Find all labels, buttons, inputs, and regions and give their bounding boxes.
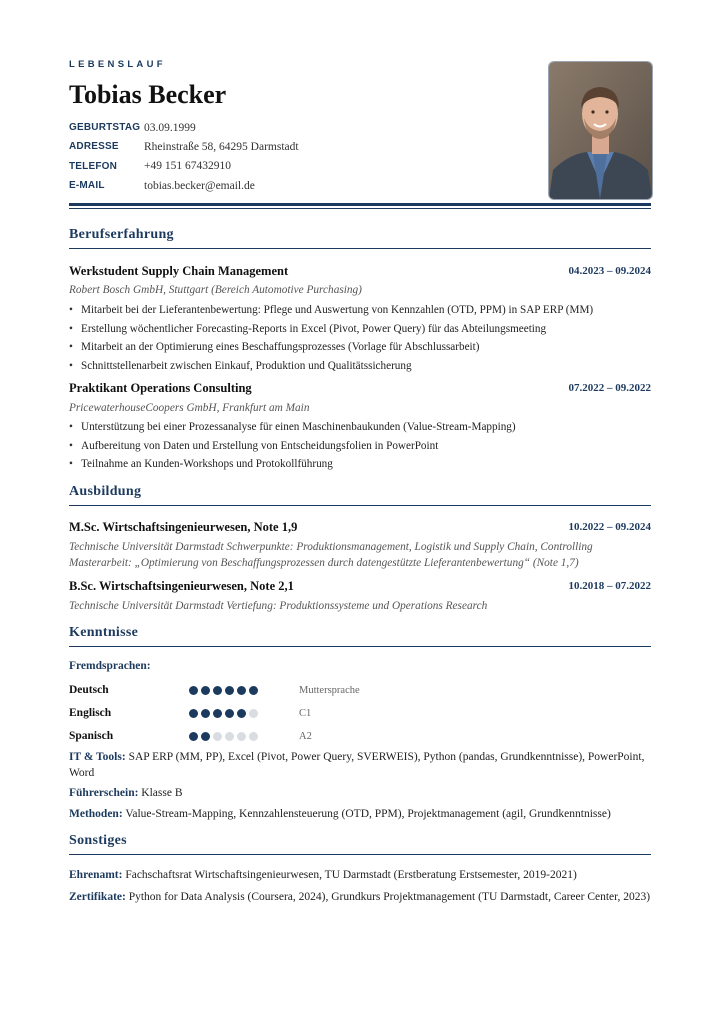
document-kicker: LEBENSLAUF: [69, 59, 166, 70]
language-row: [69, 727, 469, 745]
methods-label: Methoden:: [69, 808, 123, 820]
header-divider-thin: [69, 208, 651, 209]
language-level: C1: [299, 707, 312, 719]
info-value: Rheinstraße 58, 64295 Darmstadt: [144, 140, 299, 153]
info-value: +49 151 67432910: [144, 160, 231, 173]
section-title-education: Ausbildung: [69, 484, 651, 506]
list-item: • Mitarbeit an der Optimierung eines Beschaffungsprozesses (Vorlage für Abschlussarbeit): [69, 338, 593, 357]
drivers-license: [69, 785, 651, 801]
license-value: Klasse B: [141, 787, 183, 799]
language-level-dots: [189, 732, 299, 741]
list-item: • Teilnahme an Kunden-Workshops und Protokollführung: [69, 455, 516, 474]
degree-date: 10.2018 – 07.2022: [568, 580, 651, 592]
language-level: A2: [299, 730, 312, 742]
language-name: Englisch: [69, 707, 112, 719]
language-level: Muttersprache: [299, 684, 360, 696]
list-item: • Schnittstellenarbeit zwischen Einkauf, Produktion und Qualitätssicherung: [69, 357, 593, 376]
list-item: • Unterstützung bei einer Prozessanalyse für einen Maschinenbaukunden (Value-Stream-Mapping): [69, 418, 516, 437]
info-row-email: [69, 176, 299, 195]
language-name: Spanisch: [69, 730, 114, 742]
job-date: 04.2023 – 09.2024: [568, 265, 651, 277]
level-dot-empty: [225, 732, 234, 741]
job-date: 07.2022 – 09.2022: [568, 382, 651, 394]
list-item: • Aufbereitung von Daten und Erstellung von Entscheidungsfolien in PowerPoint: [69, 437, 516, 456]
list-item: • Mitarbeit bei der Lieferantenbewertung: Pflege und Auswertung von Kennzahlen (OTD, PPM) in SAP ERP (MM): [69, 301, 593, 320]
personal-info: [69, 118, 299, 195]
language-level-dots: [189, 686, 299, 695]
level-dot-filled: [249, 686, 258, 695]
section-title-other: Sonstiges: [69, 833, 651, 855]
it-tools-label: IT & Tools:: [69, 751, 126, 763]
job-title: Praktikant Operations Consulting: [69, 381, 252, 395]
honorary: [69, 867, 651, 883]
level-dot-filled: [213, 709, 222, 718]
job-bullets: [69, 418, 516, 474]
honorary-label: Ehrenamt:: [69, 869, 123, 881]
level-dot-filled: [189, 732, 198, 741]
methods-value: Value-Stream-Mapping, Kennzahlensteuerung (OTD, PPM), Projektmanagement (agil, Grundkenntnisse): [125, 808, 611, 820]
section-title-experience: Berufserfahrung: [69, 227, 651, 249]
certificates: [69, 889, 651, 905]
degree-details: Technische Universität Darmstadt Vertiefung: Produktionssysteme und Operations Research: [69, 600, 488, 612]
info-row-birthday: [69, 118, 299, 137]
level-dot-filled: [189, 709, 198, 718]
header-divider: [69, 203, 651, 206]
level-dot-filled: [225, 686, 234, 695]
level-dot-filled: [201, 686, 210, 695]
list-item: • Erstellung wöchentlicher Forecasting-Reports in Excel (Pivot, Power Query) für das Abteilungsmeeting: [69, 320, 593, 339]
honorary-value: Fachschaftsrat Wirtschaftsingenieurwesen, TU Darmstadt (Erstberatung Erstsemester, 2019-2021): [125, 869, 577, 881]
level-dot-filled: [225, 709, 234, 718]
it-tools: [69, 749, 651, 781]
info-value: tobias.becker@email.de: [144, 179, 255, 192]
it-tools-value: SAP ERP (MM, PP), Excel (Pivot, Power Query, SVERWEIS), Python (pandas, Grundkenntnisse), PowerPoint, Word: [69, 751, 645, 779]
level-dot-filled: [237, 709, 246, 718]
languages-label: Fremdsprachen:: [69, 660, 151, 672]
certificates-label: Zertifikate:: [69, 891, 126, 903]
level-dot-empty: [213, 732, 222, 741]
info-label: TELEFON: [69, 160, 118, 172]
degree-title: M.Sc. Wirtschaftsingenieurwesen, Note 1,9: [69, 520, 298, 534]
language-row: [69, 681, 469, 699]
certificates-value: Python for Data Analysis (Coursera, 2024), Grundkurs Projektmanagement (TU Darmstadt, Career Center, 2023): [128, 891, 651, 903]
level-dot-empty: [249, 732, 258, 741]
degree-title: B.Sc. Wirtschaftsingenieurwesen, Note 2,1: [69, 579, 294, 593]
job-title: Werkstudent Supply Chain Management: [69, 264, 289, 278]
language-name: Deutsch: [69, 684, 109, 696]
license-label: Führerschein:: [69, 787, 139, 799]
section-title-skills: Kenntnisse: [69, 625, 651, 647]
info-label: GEBURTSTAG: [69, 122, 141, 134]
job-bullets: [69, 301, 593, 376]
level-dot-filled: [201, 709, 210, 718]
degree-date: 10.2022 – 09.2024: [568, 521, 651, 533]
info-value: 03.09.1999: [144, 121, 196, 134]
level-dot-filled: [189, 686, 198, 695]
profile-photo: [548, 61, 653, 200]
level-dot-filled: [213, 686, 222, 695]
person-name: Tobias Becker: [69, 80, 227, 109]
language-level-dots: [189, 709, 299, 718]
job-company: PricewaterhouseCoopers GmbH, Frankfurt am Main: [69, 402, 310, 414]
language-row: [69, 704, 469, 722]
info-label: E-MAIL: [69, 180, 105, 192]
info-row-address: [69, 137, 299, 156]
level-dot-filled: [237, 686, 246, 695]
info-row-phone: [69, 157, 299, 176]
level-dot-empty: [249, 709, 258, 718]
info-label: ADRESSE: [69, 141, 119, 153]
degree-details: Technische Universität Darmstadt Schwerpunkte: Produktionsmanagement, Logistik und Supply Chain, Controlling Masterarbeit: „Optimierung von Beschaffungsprozessen durch datengestützte Lieferantenbewertung“ (Note 1,7): [69, 541, 593, 569]
methods: [69, 806, 651, 822]
job-company: Robert Bosch GmbH, Stuttgart (Bereich Automotive Purchasing): [69, 284, 362, 296]
level-dot-filled: [201, 732, 210, 741]
level-dot-empty: [237, 732, 246, 741]
